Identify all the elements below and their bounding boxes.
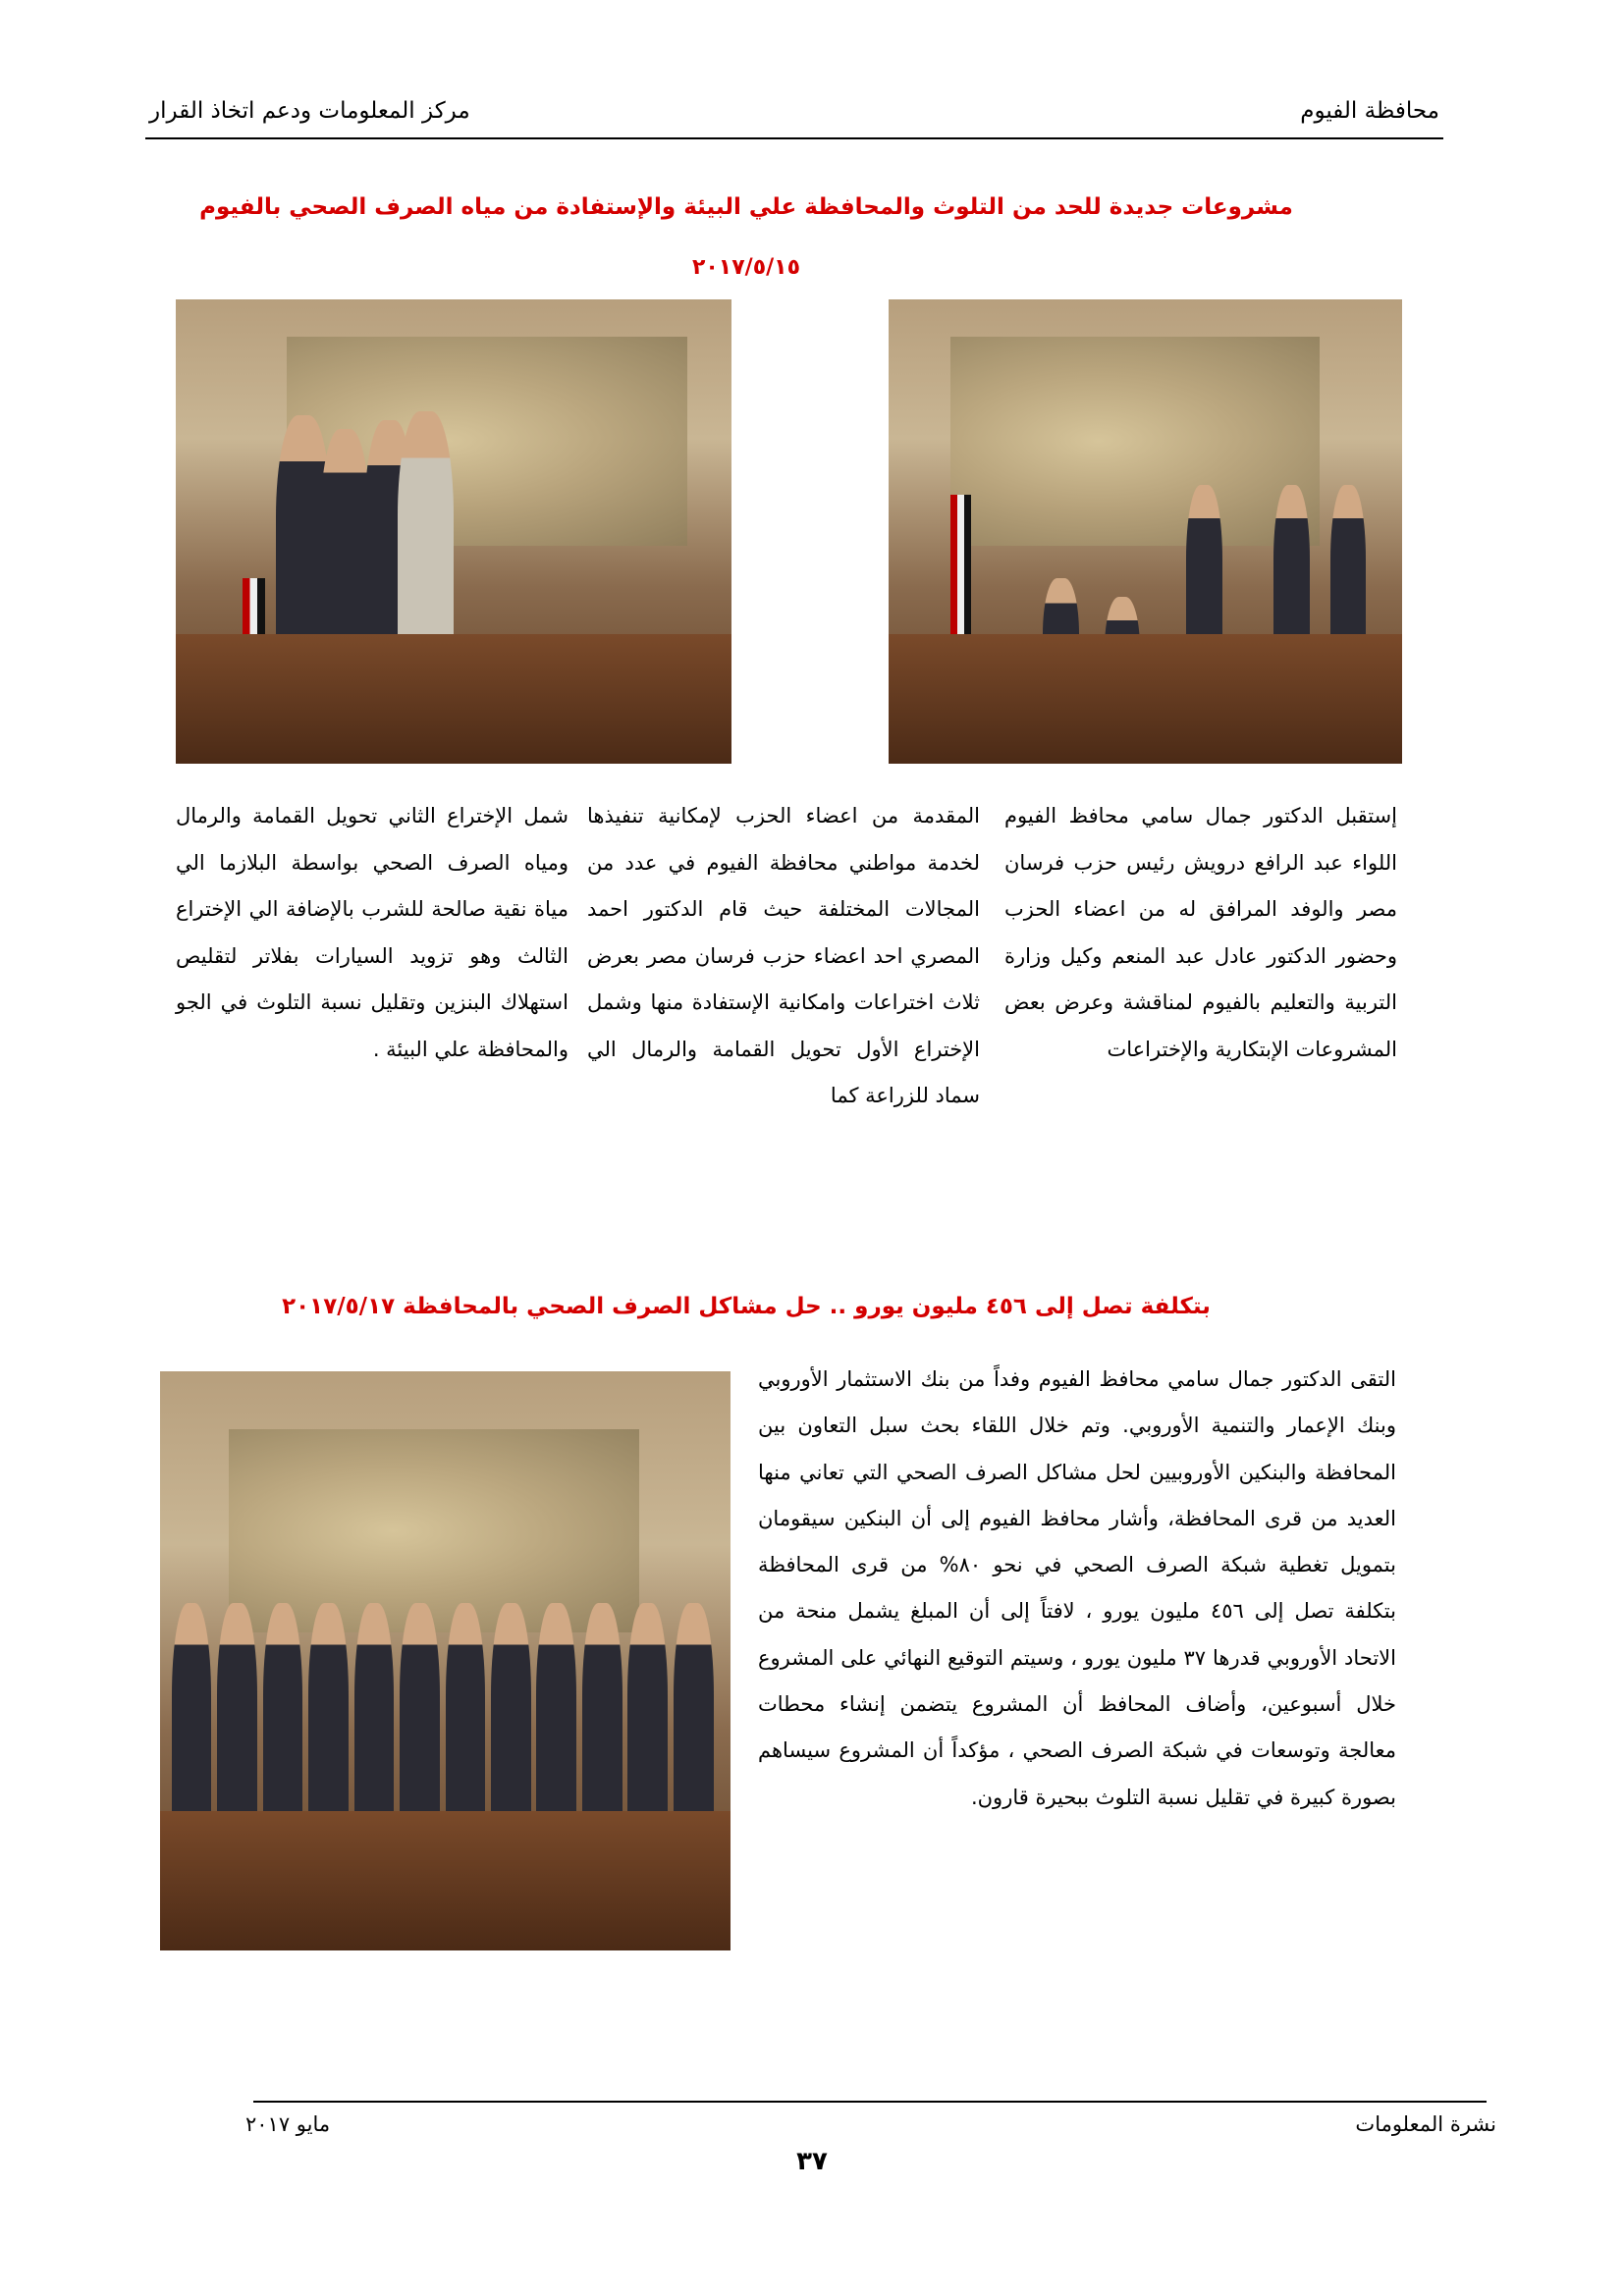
footer-date: مايو ٢٠١٧	[245, 2112, 331, 2136]
article1-column-1: إستقبل الدكتور جمال سامي محافظ الفيوم اللواء عبد الرافع درويش رئيس حزب فرسان مصر والوفد المرافق له من اعضاء الحزب وحضور الدكتور عادل عبد المنعم وكيل وزارة التربية والتعليم بالفيوم لمناقشة وعرض بعض المشروعات الإبتكارية والإختراعات	[1004, 804, 1397, 1061]
header-info-center: مركز المعلومات ودعم اتخاذ القرار	[149, 98, 470, 124]
article1-title: مشروعات جديدة للحد من التلوث والمحافظة علي البيئة والإستفادة من مياه الصرف الصحي بالفيوم	[199, 194, 1293, 220]
header-governorate: محافظة الفيوم	[1300, 98, 1439, 124]
article2-body: التقى الدكتور جمال سامي محافظ الفيوم وفداً من بنك الاستثمار الأوروبي وبنك الإعمار والتنمية الأوروبي. وتم خلال اللقاء بحث سبل التعاون بين المحافظة والبنكين الأوروبيين لحل مشاكل الصرف الصحي التي تعاني منها العديد من قرى المحافظة، وأشار محافظ الفيوم إلى أن البنكين سيقومان بتمويل تغطية شبكة الصرف الصحي في نحو ٨٠% من قرى المحافظة بتكلفة تصل إلى ٤٥٦ مليون يورو ، لافتاً إلى أن المبلغ يشمل منحة من الاتحاد الأوروبي قدرها ٣٧ مليون يورو ، وسيتم التوقيع النهائي على المشروع خلال أسبوعين، وأضاف المحافظ أن المشروع يتضمن إنشاء محطات معالجة وتوسعات في شبكة الصرف الصحي ، مؤكداً أن المشروع سيساهم بصورة كبيرة في تقليل نسبة التلوث ببحيرة قارون.	[758, 1367, 1396, 1809]
meeting-photo	[889, 299, 1402, 764]
footer-bulletin-name: نشرة المعلومات	[1355, 2112, 1496, 2136]
article1-column-2: المقدمة من اعضاء الحزب لإمكانية تنفيذها لخدمة مواطني محافظة الفيوم في عدد من المجالات المختلفة حيث قام الدكتور احمد المصري احد اعضاء حزب فرسان مصر بعرض ثلاث اختراعات وامكانية الإستفادة منها وشمل الإختراع الأول تحويل القمامة والرمال الي سماد للزراعة كما	[587, 804, 980, 1107]
article2-title: بتكلفة تصل إلى ٤٥٦ مليون يورو .. حل مشاكل الصرف الصحي بالمحافظة ٢٠١٧/٥/١٧	[282, 1294, 1211, 1319]
article1-date: ٢٠١٧/٥/١٥	[691, 255, 801, 280]
article1-column-3: شمل الإختراع الثاني تحويل القمامة والرمال ومياه الصرف الصحي بواسطة البلازما الي مياة نقية صالحة للشرب بالإضافة الي الإختراع الثالث وهو تزويد السيارات بفلاتر لتقليص استهلاك البنزين وتقليل نسبة التلوث في الجو والمحافظة علي البيئة .	[176, 804, 568, 1061]
page-number: ٣٧	[796, 2147, 828, 2176]
award-photo	[176, 299, 731, 764]
footer-divider	[253, 2101, 1487, 2103]
header-divider	[145, 137, 1443, 139]
delegation-photo	[160, 1371, 731, 1950]
